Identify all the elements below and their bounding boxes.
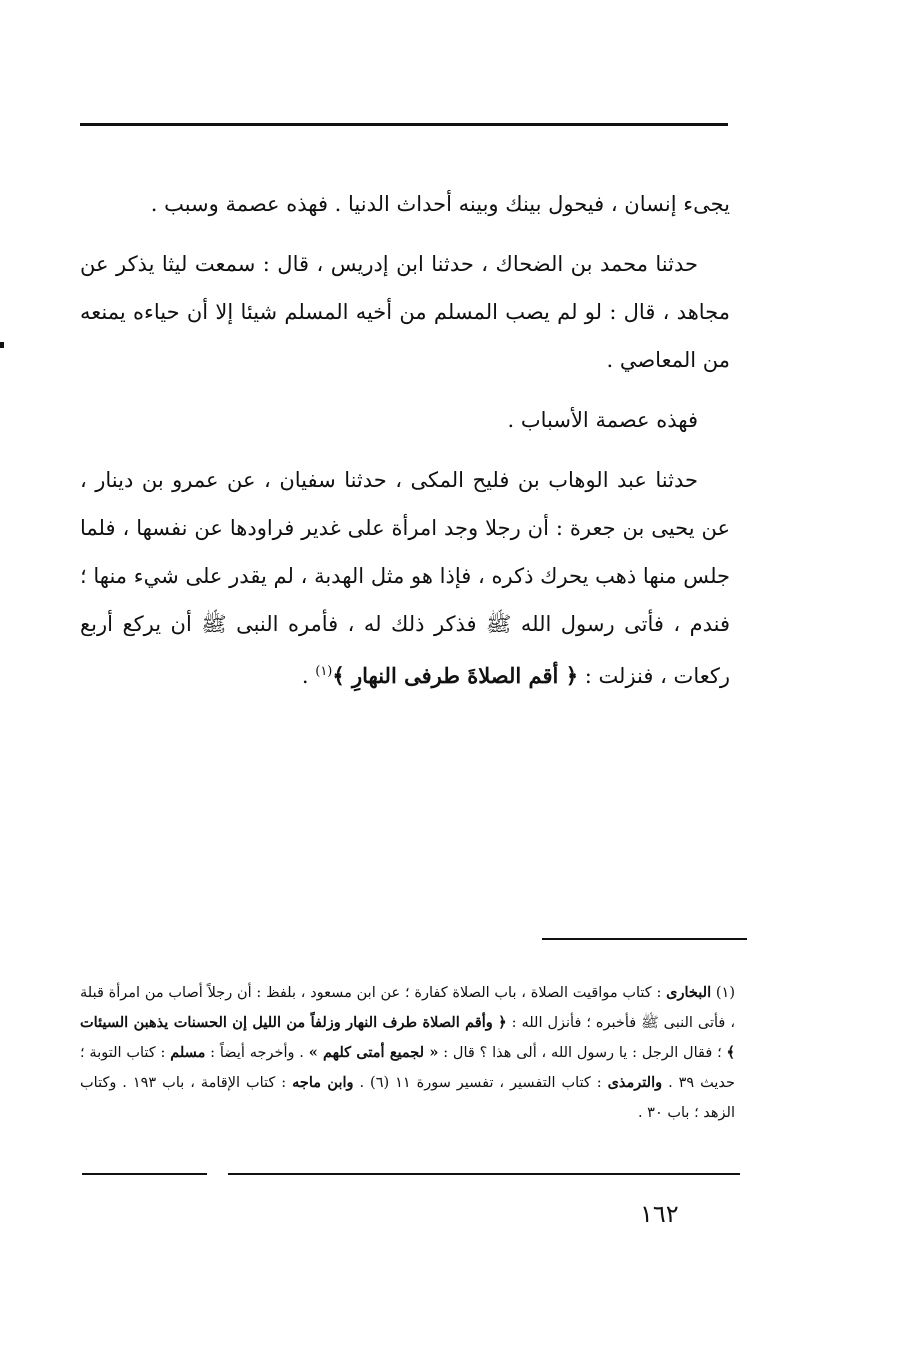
footnote-text-1: : كتاب مواقيت الصلاة ، باب الصلاة كفارة ؛ عن ابن مسعود ، بلفظ : أن رجلاً أصاب من امرأة قبلة ، فأتى النبى ﷺ فأخبره ؛ فأنزل الله : [80,985,735,1031]
footnote-source-muslim: مسلم [170,1044,206,1061]
footnote-source-tirmidhi: والترمذى [607,1074,663,1091]
paragraph-1: يجىء إنسان ، فيحول بينك وبينه أحداث الدنيا . فهذه عصمة وسبب . [150,192,730,216]
footnote-ref: (١) [315,664,333,679]
footnote-text-2: ؛ فقال الرجل : يا رسول الله ، ألى هذا ؟ قال : [438,1045,727,1061]
paragraph-4-end: . [301,664,316,688]
footnote-verse: ﴿ وأقم الصلاة طرف النهار وزلفاً من الليل إن الحسنات يذهبن السيئات ﴾ [80,1014,735,1061]
footnote-number: (١) [711,985,735,1001]
footnote-quote: « لجميع أمتى كلهم » [308,1044,439,1061]
header-rule [80,123,728,126]
footnote-source-bukhari: البخارى [666,984,712,1001]
edge-mark [0,342,4,348]
main-text [80,180,730,712]
footnote-text-6: : كتاب الإقامة ، باب ١٩٣ . وكتاب الزهد ؛ باب ٣٠ . [80,1075,735,1121]
footnote-text-3: . وأخرجه أيضاً : [205,1045,309,1061]
footer-rule-right [228,1173,740,1175]
footnote-text-4: : كتاب التوبة ؛ حديث ٣٩ . [80,1045,736,1091]
footnote [80,978,735,1128]
paragraph-4-text: حدثنا عبد الوهاب بن فليح المكى ، حدثنا سفيان ، عن عمرو بن دينار ، عن يحيى بن جعرة : أن رجلا وجد امرأة على غدير فراودها عن نفسها ، فلما جلس منها ذهب يحرك ذكره ، فإذا هو مثل الهدبة ، لم يقدر على شيء منها ؛ فندم ، فأتى رسول الله ﷺ فذكر ذلك له ، فأمره النبى ﷺ أن يركع أربع ركعات ، فنزلت : [80,468,730,688]
footnote-source-ibn-majah: وابن ماجه [292,1074,354,1091]
page-number: ١٦٢ [640,1200,679,1228]
paragraph-3: فهذه عصمة الأسباب . [507,408,698,432]
footnote-text-5: : كتاب التفسير ، تفسير سورة ١١ (٦) . [353,1075,608,1091]
footnote-separator [542,938,747,940]
footer-rule-left [82,1173,207,1175]
paragraph-4 [80,456,730,700]
paragraph-2: حدثنا محمد بن الضحاك ، حدثنا ابن إدريس ، قال : سمعت ليثا يذكر عن مجاهد ، قال : لو لم يصب المسلم من أخيه المسلم شيئا إلا أن حياءه يمنعه من المعاصي . [80,252,730,372]
quran-verse: ﴿ أقم الصلاةَ طرفى النهارِ ﴾ [332,663,578,688]
